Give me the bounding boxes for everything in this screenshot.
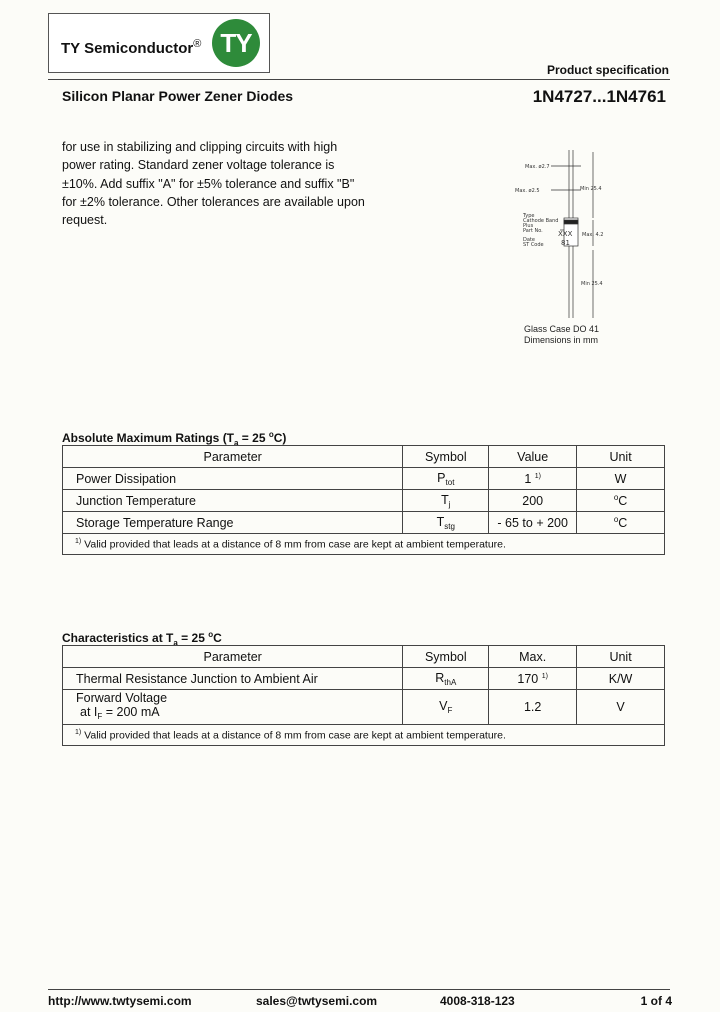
header-unit: Unit (577, 646, 665, 668)
min-length-bottom-label: Min 25.4 (581, 281, 603, 287)
row-unit: $^o$C (577, 490, 665, 512)
do41-package-drawing (515, 150, 615, 325)
row-parameter: Forward Voltage at $I_F = 200$ mA (63, 690, 403, 725)
company-logo (48, 13, 270, 73)
part-no-label: Part No. (523, 228, 543, 234)
package-caption: Glass Case DO 41 Dimensions in mm (524, 324, 600, 345)
footer-email-link[interactable]: sales@twtysemi.com (256, 994, 378, 1008)
row-symbol: $V_F$ (403, 690, 489, 725)
table-row (63, 668, 665, 690)
part-number-range: 1N4727...1N4761 (532, 87, 666, 106)
table-footnote-row (63, 534, 665, 555)
row-symbol: $R_{thA}$ (403, 668, 489, 690)
type-label: Type (523, 213, 535, 219)
st-code-label: ST Code (523, 242, 544, 248)
cathode-band-label: Cathode Band (523, 218, 559, 224)
plus-label: Plus (523, 223, 534, 229)
footer-phone: 4008-318-123 (440, 994, 515, 1008)
row-value: 1 $^{1)}$ (489, 468, 577, 490)
header-symbol: Symbol (403, 446, 489, 468)
header-unit: Unit (577, 446, 665, 468)
row-parameter: Thermal Resistance Junction to Ambient Air (63, 668, 403, 690)
row-unit: V (577, 690, 665, 725)
table-row (63, 690, 665, 725)
header-parameter: Parameter (63, 646, 403, 668)
table-row (63, 468, 665, 490)
row-parameter: Storage Temperature Range (63, 512, 403, 534)
header-max: Max. (489, 646, 577, 668)
footnote: $^{1)}$ Valid provided that leads at a distance of 8 mm from case are kept at ambient temperature. (63, 534, 665, 555)
row-value: 200 (489, 490, 577, 512)
characteristics-table (62, 645, 665, 746)
header-symbol: Symbol (403, 646, 489, 668)
intro-paragraph: for use in stabilizing and clipping circuits with high power rating. Standard zener voltage tolerance is ±10%. Add suffix "A" for ±5% tolerance and suffix "B" for ±2% tolerance. Other tolerances are available upon request. (62, 140, 365, 228)
table-header-row (63, 446, 665, 468)
row-value: - 65 to + 200 (489, 512, 577, 534)
row-parameter: Power Dissipation (63, 468, 403, 490)
footer-divider (48, 989, 670, 990)
abs-max-table (62, 445, 665, 555)
footnote: $^{1)}$ Valid provided that leads at a distance of 8 mm from case are kept at ambient temperature. (63, 725, 665, 746)
ty-logo-badge: TY (212, 19, 260, 67)
footer-website-link[interactable]: http://www.twtysemi.com (48, 994, 192, 1008)
table-row (63, 490, 665, 512)
row-value: 1.2 (489, 690, 577, 725)
max-dia-label-1: Max. ø2.7 (525, 164, 550, 170)
marking-81: 81 (561, 239, 570, 247)
row-symbol: $T_j$ (403, 490, 489, 512)
characteristics-heading: Characteristics at $T_a = 25$ $^o$C (62, 630, 222, 648)
row-symbol: $T_{stg}$ (403, 512, 489, 534)
row-parameter: Junction Temperature (63, 490, 403, 512)
table-header-row (63, 646, 665, 668)
max-dia-label-2: Max. ø2.5 (515, 188, 540, 194)
row-unit: $^o$C (577, 512, 665, 534)
page-number: 1 of 4 (640, 994, 672, 1008)
marking-xxx: XXX (558, 230, 573, 238)
max-body-label: Max. 4.2 (582, 232, 604, 238)
abs-max-heading: Absolute Maximum Ratings ($T_a = 25$ $^o$C) (62, 430, 287, 448)
brand-name: TY Semiconductor® (61, 38, 202, 57)
document-title: Silicon Planar Power Zener Diodes (62, 88, 294, 104)
row-symbol: $P_{tot}$ (403, 468, 489, 490)
min-length-top-label: Min 25.4 (580, 186, 602, 192)
row-value: 170 $^{1)}$ (489, 668, 577, 690)
table-footnote-row (63, 725, 665, 746)
header-divider (48, 79, 670, 80)
date-label: Date (523, 237, 535, 243)
product-specification-label: Product specification (546, 63, 669, 77)
header-value: Value (489, 446, 577, 468)
header-parameter: Parameter (63, 446, 403, 468)
row-unit: K/W (577, 668, 665, 690)
row-unit: W (577, 468, 665, 490)
table-row (63, 512, 665, 534)
